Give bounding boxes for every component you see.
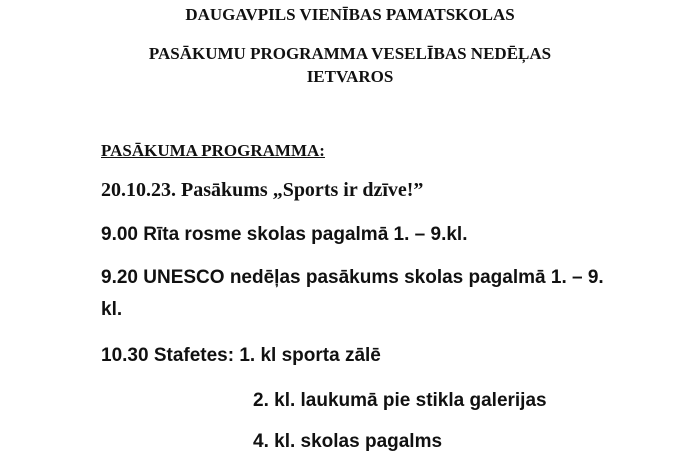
schedule-item-unesco-line-2: kl. — [101, 299, 123, 320]
schedule-item-unesco-line-1: 9.20 UNESCO nedēļas pasākums skolas pagalmā 1. – 9. — [101, 267, 604, 288]
section-heading: PASĀKUMA PROGRAMMA: — [101, 141, 325, 160]
schedule-item-relays-grade-4: 4. kl. skolas pagalms — [253, 431, 443, 452]
schedule-item-relays: 10.30 Stafetes: 1. kl sporta zālē — [101, 345, 381, 366]
event-date-line: 20.10.23. Pasākums „Sports ir dzīve!” — [101, 179, 424, 201]
program-title-line-2: IETVAROS — [306, 67, 394, 86]
schedule-item-relays-grade-2: 2. kl. laukumā pie stikla galerijas — [253, 390, 547, 411]
school-name-heading: DAUGAVPILS VIENĪBAS PAMATSKOLAS — [185, 5, 515, 24]
schedule-item-morning-exercise: 9.00 Rīta rosme skolas pagalmā 1. – 9.kl. — [101, 224, 468, 245]
program-title-line-1: PASĀKUMU PROGRAMMA VESELĪBAS NEDĒĻAS — [148, 44, 552, 63]
